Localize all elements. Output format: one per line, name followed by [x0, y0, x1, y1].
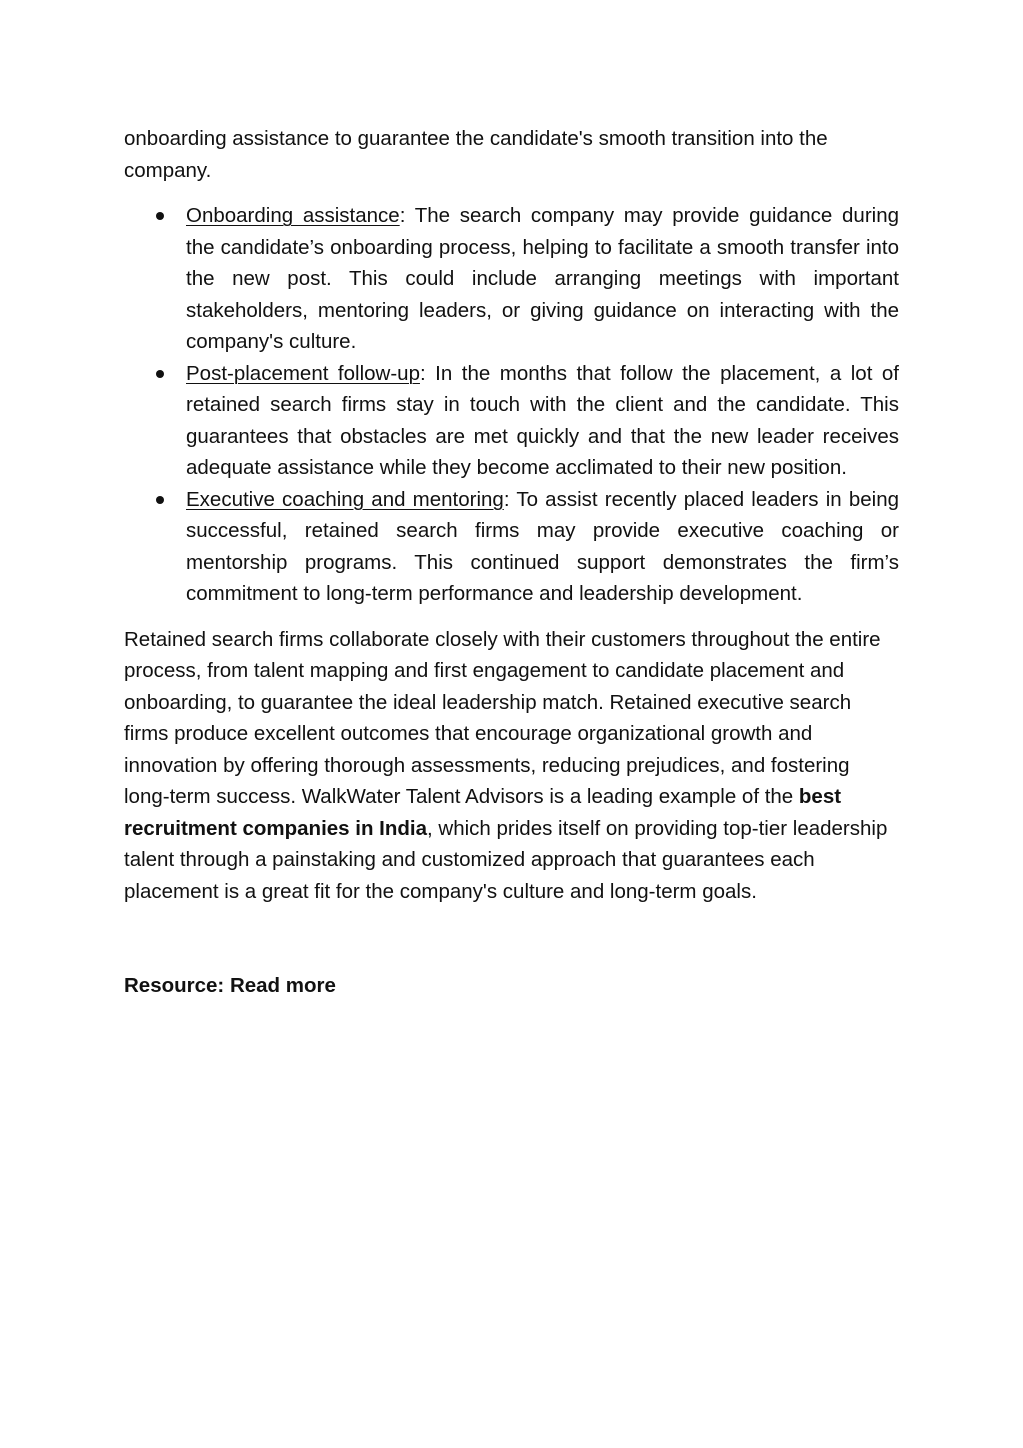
bullet-text: : To assist recently placed leaders in being successful, retained search firms may provide executive coaching or mentorship programs. This continued support demonstrates the firm’s commitment to long-term performance and leadership development. — [186, 487, 899, 605]
bullet-term: Onboarding assistance — [186, 204, 400, 227]
intro-paragraph: onboarding assistance to guarantee the candidate's smooth transition into the company. — [124, 127, 828, 182]
conclusion-keyword: best recruitment companies in India — [124, 785, 842, 840]
resource-read-more: Resource: Read more — [124, 974, 336, 997]
bullet-dot-icon — [156, 370, 164, 378]
bullet-text: : The search company may provide guidance during the candidate’s onboarding process, helping to facilitate a smooth transfer into the new post. This could include arranging meetings with important stakeholders, mentoring leaders, or giving guidance on interacting with the company's culture. — [186, 204, 900, 353]
bullet-item-post-placement-follow-up — [124, 358, 899, 484]
conclusion-paragraph — [124, 624, 899, 908]
conclusion-text-after: , which prides itself on providing top-tier leadership talent through a painstaking and customized approach that guarantees each placement is a great fit for the company's culture and long-term goals. — [124, 816, 888, 903]
conclusion-text-before: Retained search firms collaborate closely with their customers throughout the entire process, from talent mapping and first engagement to candidate placement and onboarding, to guarantee the ideal leadership match. Retained executive search firms produce excellent outcomes that encourage organizational growth and innovation by offering thorough assessments, reducing prejudices, and fostering long-term success. WalkWater Talent Advisors is a leading example of the — [124, 627, 881, 808]
bullet-text: : In the months that follow the placement, a lot of retained search firms stay in touch with the client and the candidate. This guarantees that obstacles are met quickly and that the new leader receives adequate assistance while they become acclimated to their new position. — [186, 361, 899, 479]
bullet-item-executive-coaching — [124, 484, 899, 610]
document-page — [124, 123, 899, 1002]
bullet-term: Executive coaching and mentoring — [186, 487, 504, 511]
bullet-term: Post-placement follow-up — [186, 361, 420, 385]
bullet-item-onboarding-assistance — [124, 200, 899, 358]
bullet-dot-icon — [156, 496, 164, 504]
bullet-dot-icon — [156, 212, 164, 220]
bullet-list — [124, 200, 899, 610]
